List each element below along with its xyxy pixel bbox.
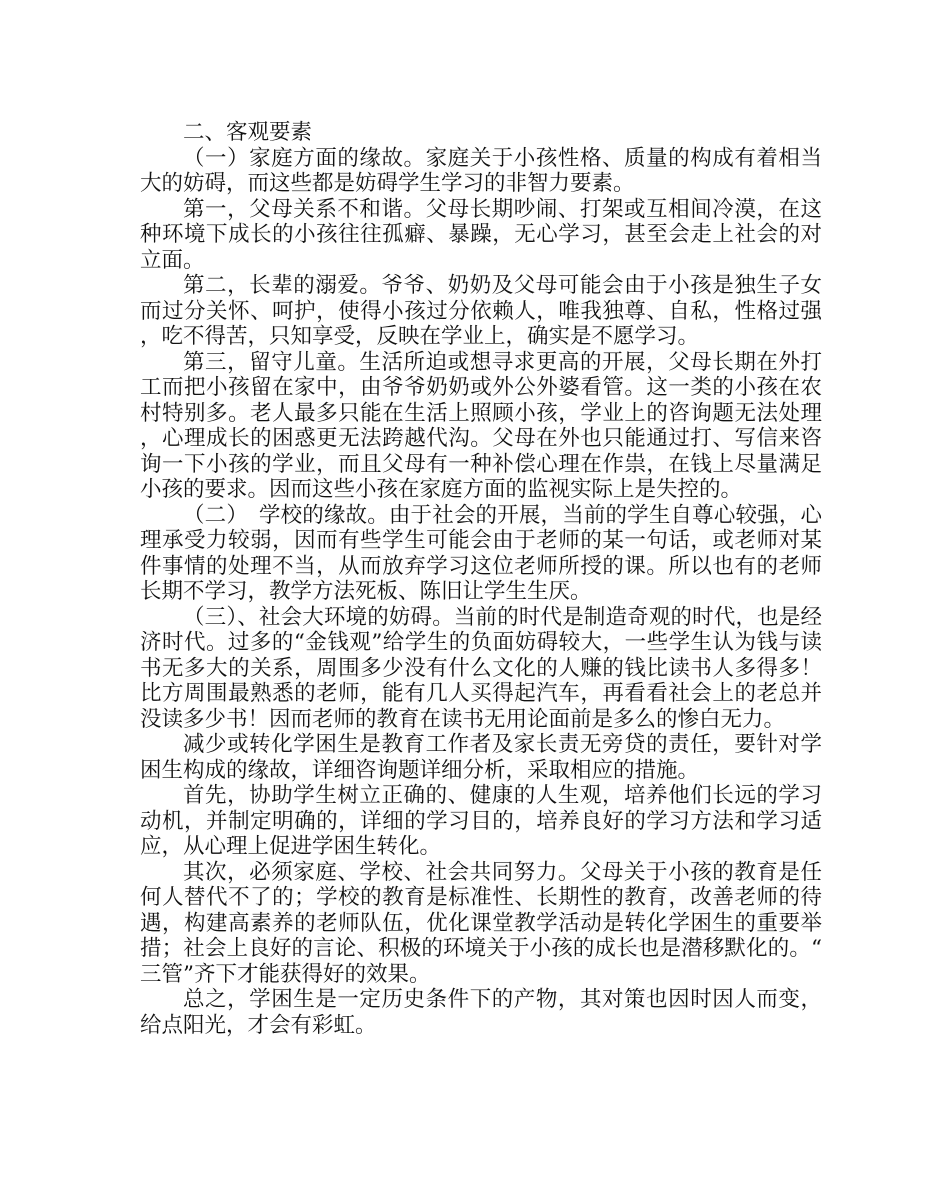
paragraph-school-causes: （二） 学校的缘故。由于社会的开展，当前的学生自尊心较强，心理承受力较弱，因而有些学生可能会由于老师的某一句话，或老师对某件事情的处理不当，从而放弃学习这位老师所授的课。所以也有的老师长期不学习，教学方法死板、陈旧让学生生厌。 [140,502,822,604]
section-heading: 二、客观要素 [183,120,313,145]
paragraph-left-behind-children: 第三，留守儿童。生活所迫或想寻求更高的开展，父母长期在外打工而把小孩留在家中，由爷爷奶奶或外公外婆看管。这一类的小孩在农村特别多。老人最多只能在生活上照顾小孩，学业上的咨询题无法处理，心理成长的困惑更无法跨越代沟。父母在外也只能通过打、写信来咨询一下小孩的学业，而且父母有一种补偿心理在作祟，在钱上尽量满足小孩的要求。因而这些小孩在家庭方面的监视实际上是失控的。 [140,349,822,502]
paragraph-responsibility: 减少或转化学困生是教育工作者及家长责无旁贷的责任，要针对学困生构成的缘故，详细咨询题详细分析，采取相应的措施。 [140,732,822,783]
paragraph-conclusion: 总之，学困生是一定历史条件下的产物，其对策也因时因人而变，给点阳光，才会有彩虹。 [140,987,822,1038]
paragraph-parents-relationship: 第一，父母关系不和谐。父母长期吵闹、打架或互相间冷漠，在这种环境下成长的小孩往往孤癖、暴躁，无心学习，甚至会走上社会的对立面。 [140,196,822,273]
paragraph-family-causes: （一）家庭方面的缘故。家庭关于小孩性格、质量的构成有着相当大的妨碍，而这些都是妨碍学生学习的非智力要素。 [140,145,822,196]
paragraph-elder-doting: 第二，长辈的溺爱。爷爷、奶奶及父母可能会由于小孩是独生子女而过分关怀、呵护，使得小孩过分依赖人，唯我独尊、自私，性格过强，吃不得苦，只知享受，反映在学业上，确实是不愿学习。 [140,273,822,349]
paragraph-second-measure: 其次，必须家庭、学校、社会共同努力。父母关于小孩的教育是任何人替代不了的；学校的教育是标准性、长期性的教育，改善老师的待遇，构建高素养的老师队伍，优化课堂教学活动是转化学困生的重要举措；社会上良好的言论、积极的环境关于小孩的成长也是潜移默化的。“三管”齐下才能获得好的效果。 [140,859,822,987]
paragraph-social-environment: （三）、社会大环境的妨碍。当前的时代是制造奇观的时代，也是经济时代。过多的“金钱观”给学生的负面妨碍较大，一些学生认为钱与读书无多大的关系，周围多少没有什么文化的人赚的钱比读书人多得多！比方周围最熟悉的老师，能有几人买得起汽车，再看看社会上的老总并没读多少书！因而老师的教育在读书无用论面前是多么的惨白无力。 [140,604,822,732]
paragraph-first-measure: 首先，协助学生树立正确的、健康的人生观，培养他们长远的学习动机，并制定明确的，详细的学习目的，培养良好的学习方法和学习适应，从心理上促进学困生转化。 [140,783,822,859]
document-body [140,120,822,1038]
